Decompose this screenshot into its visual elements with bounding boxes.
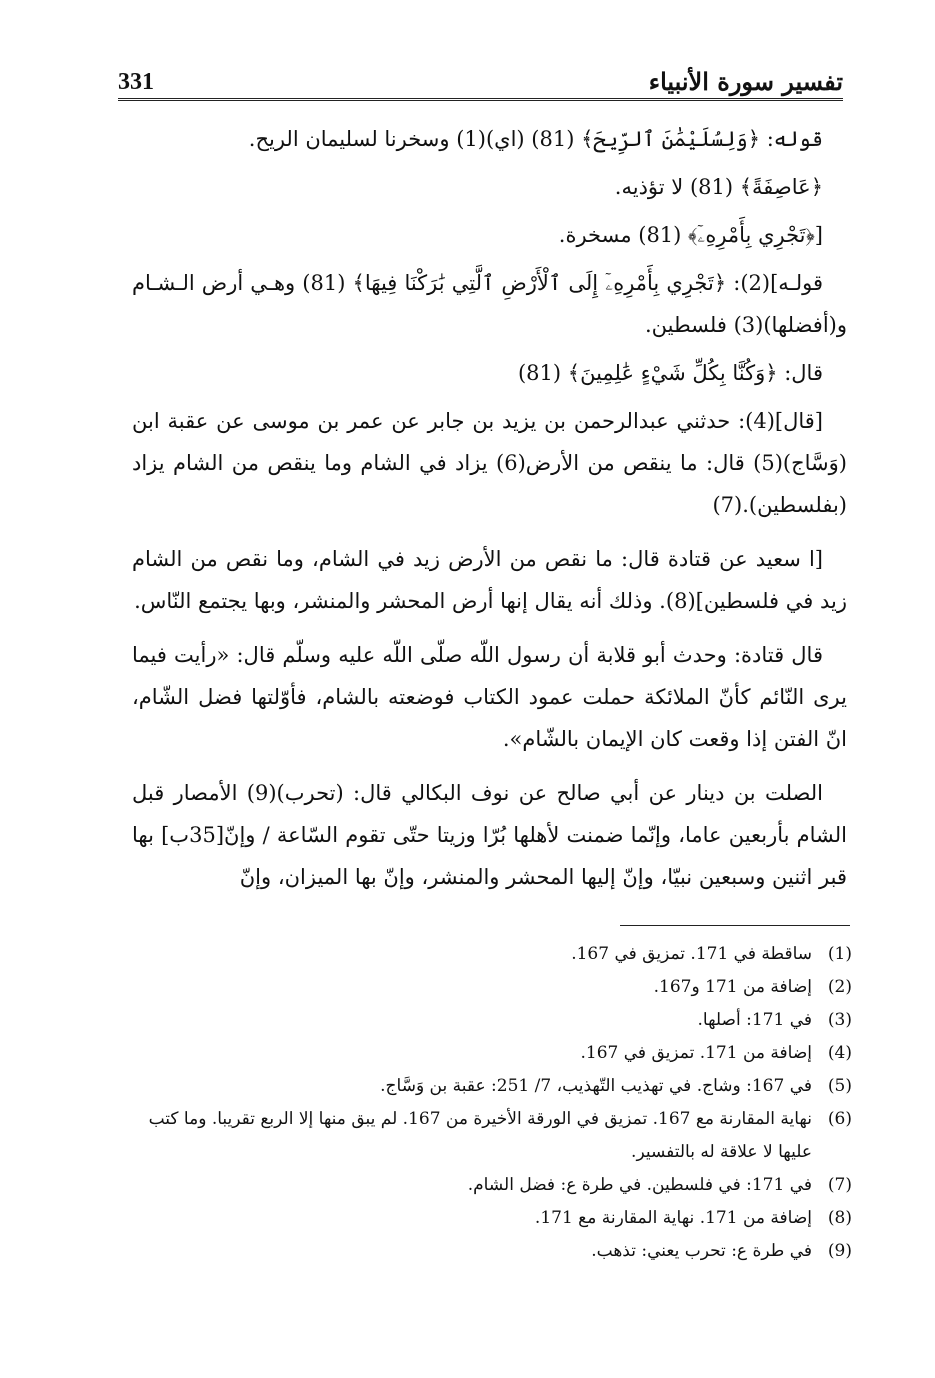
footnote [130, 1004, 852, 1037]
footnote [130, 1169, 852, 1202]
running-title: تفسير سورة الأنبياء [648, 67, 843, 96]
paragraph: [ا سعيد عن قتادة قال: ما نقص من الأرض زيد في الشام، وما نقص من الشام زيد في فلسطين](8). وذلك أنه يقال إنها أرض المحشر والمنشر، وبها يجتمع النّاس. [132, 547, 847, 613]
footnote-number: (4) [827, 1043, 852, 1063]
footnote-number: (2) [827, 977, 852, 997]
footnote [130, 938, 852, 971]
page-header [118, 58, 843, 96]
paragraph: قال: ﴿وَكُنَّا بِكُلِّ شَيْءٍ عَٰلِمِينَ﴾ (81) [517, 361, 823, 385]
footnote [130, 1037, 852, 1070]
footnote-number: (9) [827, 1241, 852, 1261]
footnote-divider [620, 925, 850, 926]
footnote-number: (6) [827, 1109, 852, 1129]
footnote-text: ساقطة في 171. تمزيق في 167. [571, 944, 812, 964]
footnote [130, 971, 852, 1004]
footnote-text: في 171: أصلها. [697, 1010, 812, 1030]
footnote-number: (8) [827, 1208, 852, 1228]
main-text [132, 118, 847, 910]
footnote [130, 1235, 852, 1268]
paragraph: قولـه](2): ﴿تَجْرِي بِأَمْرِهِۦٓ إِلَى ٱلْأَرْضِ ٱلَّتِي بَٰرَكْنَا فِيهَا﴾ (81) وهـي أرض الـشـام و(أفضلها)(3) فلسطين. [132, 271, 847, 337]
footnotes [130, 938, 852, 1268]
footnote [130, 1070, 852, 1103]
footnote-text: في 167: وشاج. في تهذيب التّهذيب، 7/ 251: عقبة بن وَسَّاج. [380, 1076, 812, 1096]
footnote-number: (3) [827, 1010, 852, 1030]
footnote-number: (1) [827, 944, 852, 964]
footnote [130, 1103, 852, 1169]
footnote-text: إضافة من 171 و167. [653, 977, 812, 997]
paragraph: قوله: ﴿وَلِسُلَيْمَٰنَ ٱلرِّيحَ﴾ (81) (اي)(1) وسخرنا لسليمان الريح. [248, 127, 823, 151]
page-number: 331 [118, 69, 154, 95]
footnote [130, 1202, 852, 1235]
footnote-number: (7) [827, 1175, 852, 1195]
footnote-text: نهاية المقارنة مع 167. تمزيق في الورقة الأخيرة من 167. لم يبق منها إلا الربع تقريبا. وما كتب عليها لا علاقة له بالتفسير. [148, 1109, 812, 1162]
header-divider [118, 98, 843, 101]
footnote-text: في 171: في فلسطين. في طرة ع: فضل الشام. [467, 1175, 812, 1195]
paragraph: الصلت بن دينار عن أبي صالح عن نوف البكالي قال: (تحرب)(9) الأمصار قبل الشام بأربعين عاما، وإنّما ضمنت لأهلها بُرّا وزيتا حتّى تقوم السّاعة / وإنّ[35ب] بها قبر اثنين وسبعين نبيّا، وإنّ إليها المحشر والمنشر، وإنّ بها الميزان، وإنّ [132, 781, 848, 889]
footnote-number: (5) [827, 1076, 852, 1096]
paragraph: [﴿تَجْرِي بِأَمْرِهِۦٓ﴾ (81) مسخرة. [558, 223, 823, 247]
footnote-text: إضافة من 171. تمزيق في 167. [580, 1043, 812, 1063]
paragraph: ﴿عَاصِفَةً﴾ (81) لا تؤذيه. [614, 175, 823, 199]
paragraph: [قال](4): حدثني عبدالرحمن بن يزيد بن جابر عن عمر بن موسى عن عقبة ابن (وَسَّاج)(5) قال: ما ينقص من الأرض(6) يزاد في الشام وما ينقص من الشام يزاد (بفلسطين).(7) [132, 409, 847, 517]
footnote-text: إضافة من 171. نهاية المقارنة مع 171. [534, 1208, 812, 1228]
paragraph: قال قتادة: وحدث أبو قلابة أن رسول اللّه صلّى اللّه عليه وسلّم قال: «رأيت فيما يرى النّائم كأنّ الملائكة حملت عمود الكتاب فوضعته بالشام، فأوّلتها فضل الشّام، انّ الفتن إذا وقعت كان الإيمان بالشّام». [132, 643, 847, 751]
footnote-text: في طرة ع: تحرب يعني: تذهب. [591, 1241, 812, 1261]
